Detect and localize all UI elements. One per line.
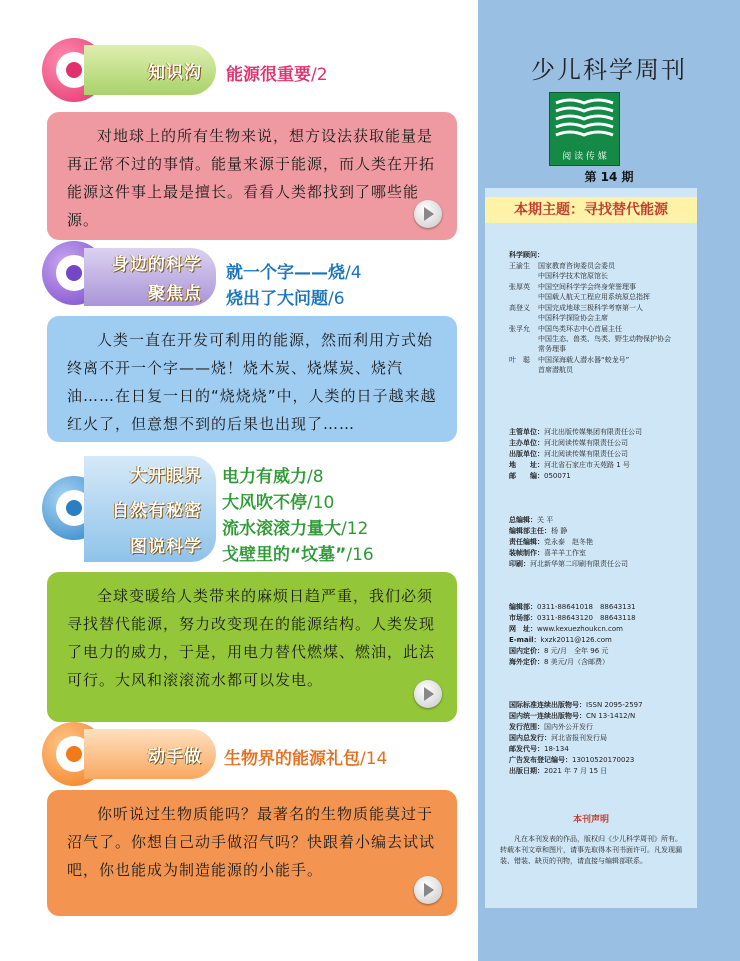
section-science-badge[interactable] — [84, 248, 216, 306]
toc-entry-gobi[interactable] — [222, 540, 374, 565]
summary-box-handson — [47, 790, 457, 916]
info-row: 国际标准连续出版物号：ISSN 2095-2597 — [509, 701, 643, 709]
logo-text: 阅 读 传 媒 — [562, 152, 607, 162]
advisor-title: 中国深海载人潜水器“蛟龙号” — [538, 356, 630, 364]
info-row: 市场部：0311-88643120 88643118 — [509, 614, 636, 622]
toc-entry-page: /14 — [360, 749, 388, 769]
advisor-title: 中国鸟类环志中心首届主任 — [538, 325, 622, 333]
publisher-logo — [549, 92, 620, 166]
section-science-label-2: 聚焦点 — [148, 284, 202, 304]
toc-entry-title: 电力有威力 — [222, 467, 307, 487]
section-picture-label: 图说科学 — [130, 536, 202, 557]
advisor-title: 中国生态、兽类、鸟类、野生动物保护协会 — [538, 335, 671, 343]
toc-entry-electricity[interactable] — [222, 462, 324, 487]
toc-entry-title: 大风吹不停 — [222, 493, 307, 513]
toc-entry-title: 就一个字——烧 — [226, 263, 345, 283]
toc-entry-page: /10 — [307, 493, 335, 513]
advisor-name: 张孚允 — [509, 325, 530, 333]
summary-text: 你听说过生物质能吗？最著名的生物质能莫过于沼气了。你想自己动手做沼气吗？快跟着小编去试试吧，你也能成为制造能源的小能手。 — [67, 805, 436, 879]
toc-entry-page: /4 — [345, 263, 362, 283]
advisor-title: 国家教育咨询委员会委员 — [538, 262, 615, 270]
toc-entry-title: 烧出了大问题 — [226, 289, 328, 309]
advisor-name: 王渝生 — [509, 262, 530, 270]
book-icon — [550, 93, 619, 145]
copyright-notice: 凡在本刊发表的作品，版权归《少儿科学周刊》所有。转载本刊文章和图片，请事先取得本刊书面许可。凡发现漏装、错装、缺页的刊物，请直接与编辑部联系。 — [500, 835, 682, 865]
section-eyeopen-label: 大开眼界 — [130, 466, 202, 487]
advisor-title: 中国完成地球三极科学考察第一人 — [538, 304, 643, 312]
advisor-title: 中国载人航天工程应用系统原总指挥 — [538, 293, 650, 301]
info-row: 发行范围：国内外公开发行 — [509, 723, 593, 731]
info-row: 总编辑：关 平 — [509, 516, 554, 524]
info-row: 装帧制作：喜羊羊工作室 — [509, 549, 586, 557]
section-knowledge-badge[interactable] — [84, 45, 216, 95]
info-row: 邮发代号：18-134 — [509, 745, 569, 753]
issue-theme: 本期主题：寻找替代能源 — [485, 197, 697, 223]
info-row: 广告发布登记编号：13010520170023 — [509, 756, 635, 764]
info-row: 国内定价：8 元/月 全年 96 元 — [509, 647, 609, 655]
toc-entry-wind[interactable] — [222, 488, 334, 513]
toc-entry-page: /12 — [341, 519, 369, 539]
advisor-name: 张厚英 — [509, 283, 530, 291]
website-link[interactable]: 网 址：www.kexuezhoukcn.com — [509, 625, 623, 633]
toc-entry-title: 戈壁里的“坟墓” — [222, 545, 347, 565]
arrow-icon[interactable] — [414, 876, 442, 904]
toc-entry-water[interactable] — [222, 514, 368, 539]
toc-entry-title: 能源很重要 — [226, 65, 311, 85]
advisor-name: 高登义 — [509, 304, 530, 312]
toc-entry-page: /8 — [307, 467, 324, 487]
summary-box-knowledge — [47, 112, 457, 240]
section-knowledge-label: 知识沟 — [148, 62, 202, 83]
info-row: 地 址：河北省石家庄市天苑路 1 号 — [509, 461, 630, 469]
section-eyeopen-badge[interactable] — [84, 456, 216, 562]
info-row: 出版日期：2021 年 7 月 15 日 — [509, 767, 608, 775]
magazine-title: 少儿科学周刊 — [531, 56, 687, 84]
toc-entry-title: 生物界的能源礼包 — [224, 749, 360, 769]
toc-entry-page: /2 — [311, 65, 328, 85]
section-handson-label: 动手做 — [148, 746, 202, 767]
issue-number: 第 14 期 — [584, 170, 634, 184]
toc-entry-burn[interactable] — [226, 258, 362, 283]
advisors-heading: 科学顾问： — [509, 251, 544, 259]
toc-entry-bio-energy[interactable] — [224, 744, 387, 769]
advisor-name: 叶 聪 — [509, 356, 530, 364]
advisor-title: 首席潜航员 — [538, 366, 573, 374]
toc-entry-energy-important[interactable] — [226, 60, 328, 85]
info-row: 主办单位：河北阅读传媒有限责任公司 — [509, 439, 628, 447]
advisor-title: 中国科学技术馆原馆长 — [538, 272, 608, 280]
email-link[interactable]: E-mail：kxzk2011@126.com — [509, 636, 612, 644]
arrow-icon[interactable] — [414, 200, 442, 228]
info-row: 邮 编：050071 — [509, 472, 571, 480]
info-row: 海外定价：8 美元/月（含邮费） — [509, 658, 610, 666]
summary-box-eyeopen — [47, 572, 457, 722]
toc-entry-big-problem[interactable] — [226, 284, 345, 309]
notice-title: 本刊声明 — [572, 815, 609, 825]
section-handson-badge[interactable] — [84, 729, 216, 779]
info-row: 编辑部：0311-88641018 88643131 — [509, 603, 636, 611]
summary-text: 全球变暖给人类带来的麻烦日趋严重，我们必须寻找替代能源，努力改变现在的能源结构。人类发现了电力的威力，于是，用电力替代燃煤、燃油，此法可行。大风和滚滚流水都可以发电。 — [67, 587, 436, 689]
info-row: 国内统一连续出版物号：CN 13-1412/N — [509, 712, 636, 720]
summary-text: 人类一直在开发可利用的能源，然而利用方式始终离不开一个字——烧！烧木炭、烧煤炭、烧汽油……在日复一日的“烧烧烧”中，人类的日子越来越红火了，但意想不到的后果也出现了…… — [67, 331, 437, 433]
section-nature-label: 自然有秘密 — [112, 501, 202, 522]
info-row: 责任编辑：党永泰 赵冬艳 — [509, 538, 593, 546]
arrow-icon[interactable] — [414, 680, 442, 708]
info-row: 印刷：河北新华第二印刷有限责任公司 — [509, 560, 628, 568]
summary-box-science — [47, 316, 457, 442]
toc-entry-page: /6 — [328, 289, 345, 309]
section-science-label-1: 身边的科学 — [112, 255, 202, 275]
info-row: 主管单位：河北出版传媒集团有限责任公司 — [509, 428, 642, 436]
summary-text: 对地球上的所有生物来说，想方设法获取能量是再正常不过的事情。能量来源于能源，而人类在开拓能源这件事上最是擅长。看看人类都找到了哪些能源。 — [67, 127, 436, 229]
advisor-title: 常务理事 — [538, 345, 566, 353]
advisor-title: 中国空间科学学会终身荣誉理事 — [538, 283, 636, 291]
info-row: 国内总发行：河北省报刊发行局 — [509, 734, 607, 742]
toc-entry-page: /16 — [346, 545, 374, 565]
toc-entry-title: 流水滚滚力量大 — [222, 519, 341, 539]
info-row: 出版单位：河北阅读传媒有限责任公司 — [509, 450, 628, 458]
info-row: 编辑部主任：杨 静 — [509, 527, 568, 535]
advisor-title: 中国科学探险协会主席 — [538, 314, 608, 322]
